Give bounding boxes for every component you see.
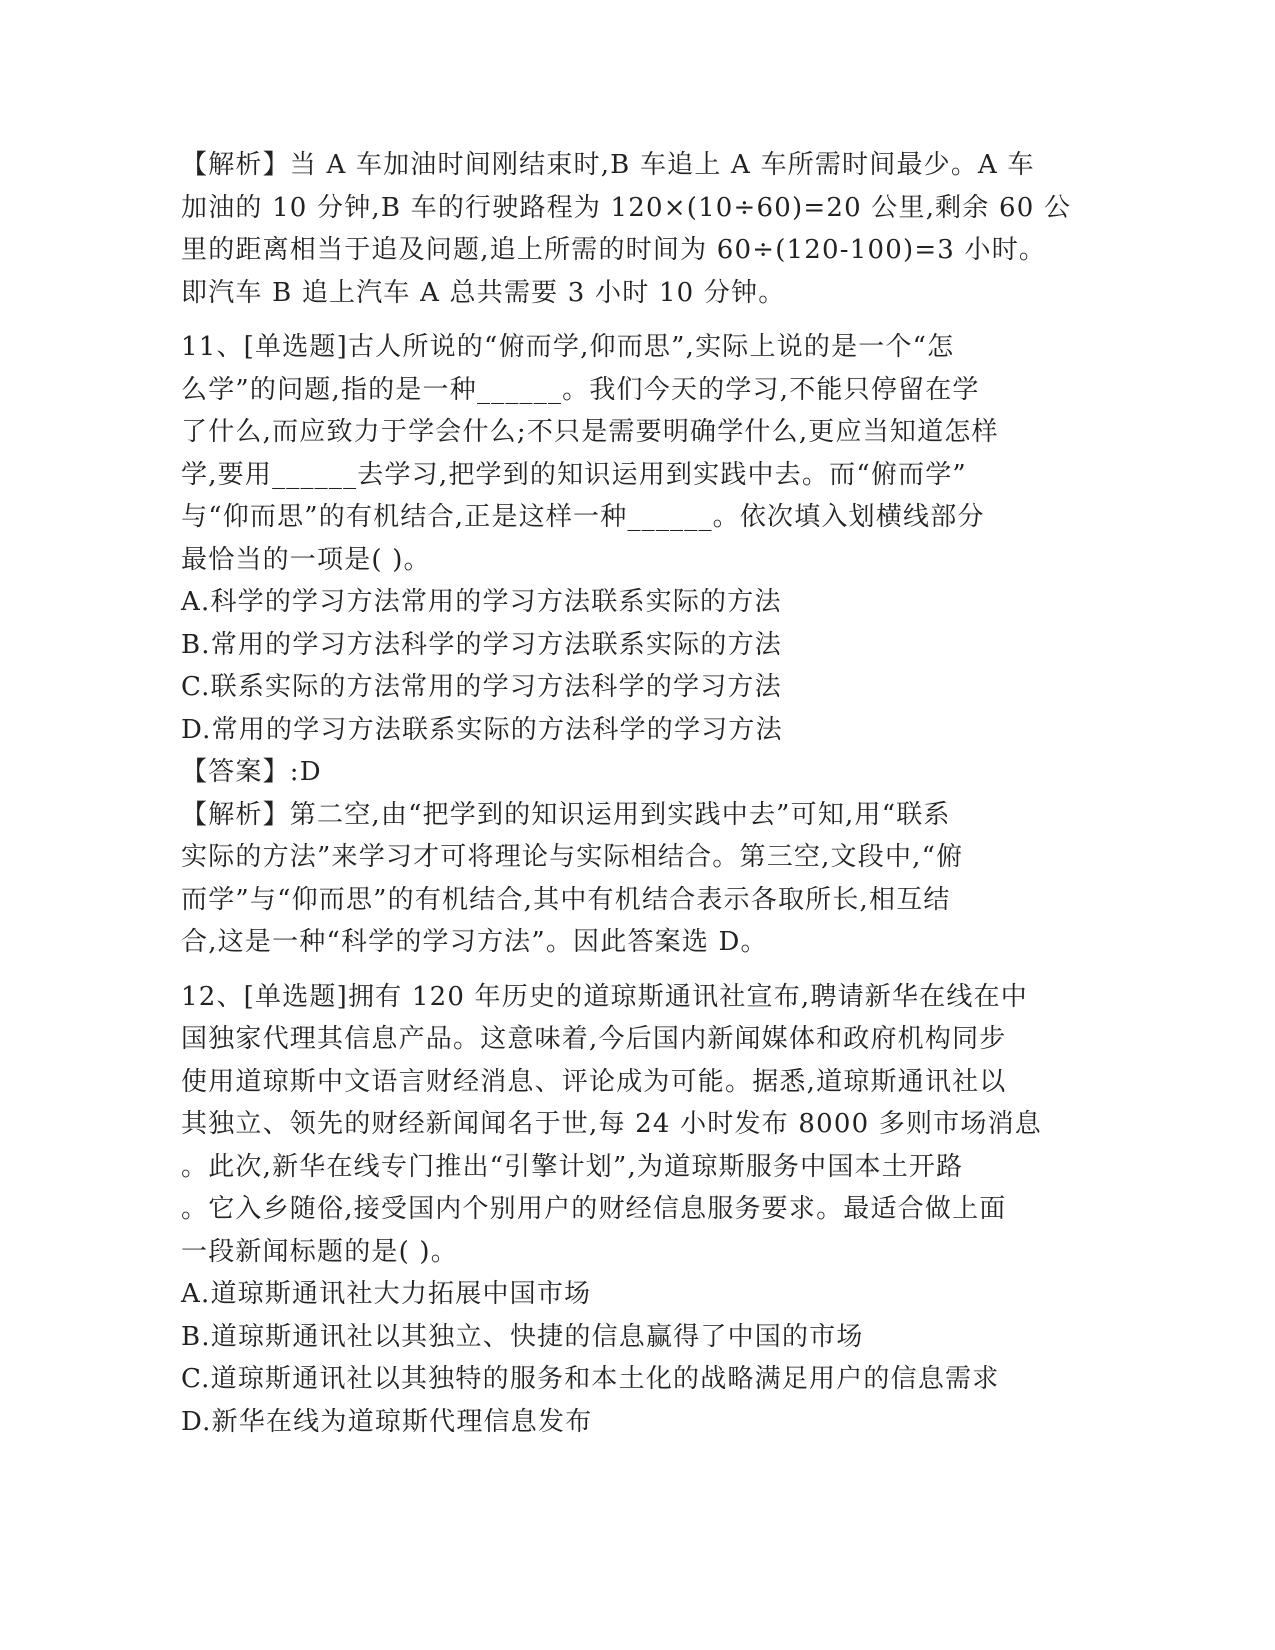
option-c: C.联系实际的方法常用的学习方法科学的学习方法 (181, 672, 782, 702)
question-stem-line: 其独立、领先的财经新闻闻名于世,每 24 小时发布 8000 多则市场消息 (181, 1109, 1042, 1139)
option-c: C.道琼斯通讯社以其独特的服务和本土化的战略满足用户的信息需求 (181, 1364, 1000, 1394)
question-stem-line: 了什么,而应致力于学会什么;不只是需要明确学什么,更应当知道怎样 (181, 417, 999, 447)
question-stem-line: 。此次,新华在线专门推出“引擎计划”,为道琼斯服务中国本土开路 (181, 1151, 964, 1182)
question-stem-line: 与“仰而思”的有机结合,正是这样一种______。依次填入划横线部分 (181, 502, 985, 532)
analysis-line: 而学”与“仰而思”的有机结合,其中有机结合表示各取所长,相互结 (181, 884, 951, 915)
question-stem-line: 12、[单选题]拥有 120 年历史的道琼斯通讯社宣布,聘请新华在线在中 (181, 981, 1028, 1012)
analysis-line: 里的距离相当于追及问题,追上所需的时间为 60÷(120-100)=3 小时。 (181, 235, 1047, 265)
question-stem-line: 学,要用______去学习,把学到的知识运用到实践中去。而“俯而学” (181, 459, 967, 490)
document-page (181, 144, 1072, 1443)
option-b: B.道琼斯通讯社以其独立、快捷的信息赢得了中国的市场 (181, 1321, 864, 1352)
analysis-line: 即汽车 B 追上汽车 A 总共需要 3 小时 10 分钟。 (181, 277, 786, 308)
paragraph-spacer (181, 964, 1031, 976)
question-stem-line: 国独家代理其信息产品。这意味着,今后国内新闻媒体和政府机构同步 (181, 1024, 1007, 1054)
option-d: D.新华在线为道琼斯代理信息发布 (181, 1406, 593, 1437)
analysis-line: 【解析】当 A 车加油时间刚结束时,B 车追上 A 车所需时间最少。A 车 (181, 150, 1035, 180)
analysis-line: 【解析】第二空,由“把学到的知识运用到实践中去”可知,用“联系 (181, 799, 951, 830)
option-b: B.常用的学习方法科学的学习方法联系实际的方法 (181, 629, 782, 660)
analysis-line: 合,这是一种“科学的学习方法”。因此答案选 D。 (181, 927, 768, 957)
question-stem-line: 最恰当的一项是( )。 (181, 544, 431, 575)
question-stem-line: 使用道琼斯中文语言财经消息、评论成为可能。据悉,道琼斯通讯社以 (181, 1066, 1007, 1097)
analysis-line: 加油的 10 分钟,B 车的行驶路程为 120×(10÷60)=20 公里,剩余 60 公 (181, 192, 1072, 223)
question-11 (181, 326, 1031, 964)
option-a: A.道琼斯通讯社大力拓展中国市场 (181, 1279, 592, 1309)
previous-question-analysis (181, 144, 1072, 314)
option-a: A.科学的学习方法常用的学习方法联系实际的方法 (181, 587, 782, 617)
paragraph-spacer (181, 314, 1031, 326)
question-stem-line: 么学”的问题,指的是一种______。我们今天的学习,不能只停留在学 (181, 374, 980, 405)
question-stem-line: 。它入乡随俗,接受国内个别用户的财经信息服务要求。最适合做上面 (181, 1194, 1007, 1224)
option-d: D.常用的学习方法联系实际的方法科学的学习方法 (181, 714, 783, 745)
question-12 (181, 976, 1042, 1444)
analysis-line: 实际的方法”来学习才可将理论与实际相结合。第三空,文段中,“俯 (181, 842, 964, 872)
question-stem-line: 11、[单选题]古人所说的“俯而学,仰而思”,实际上说的是一个“怎 (181, 332, 955, 362)
question-stem-line: 一段新闻标题的是( )。 (181, 1236, 458, 1267)
answer-line: 【答案】:D (181, 757, 322, 787)
